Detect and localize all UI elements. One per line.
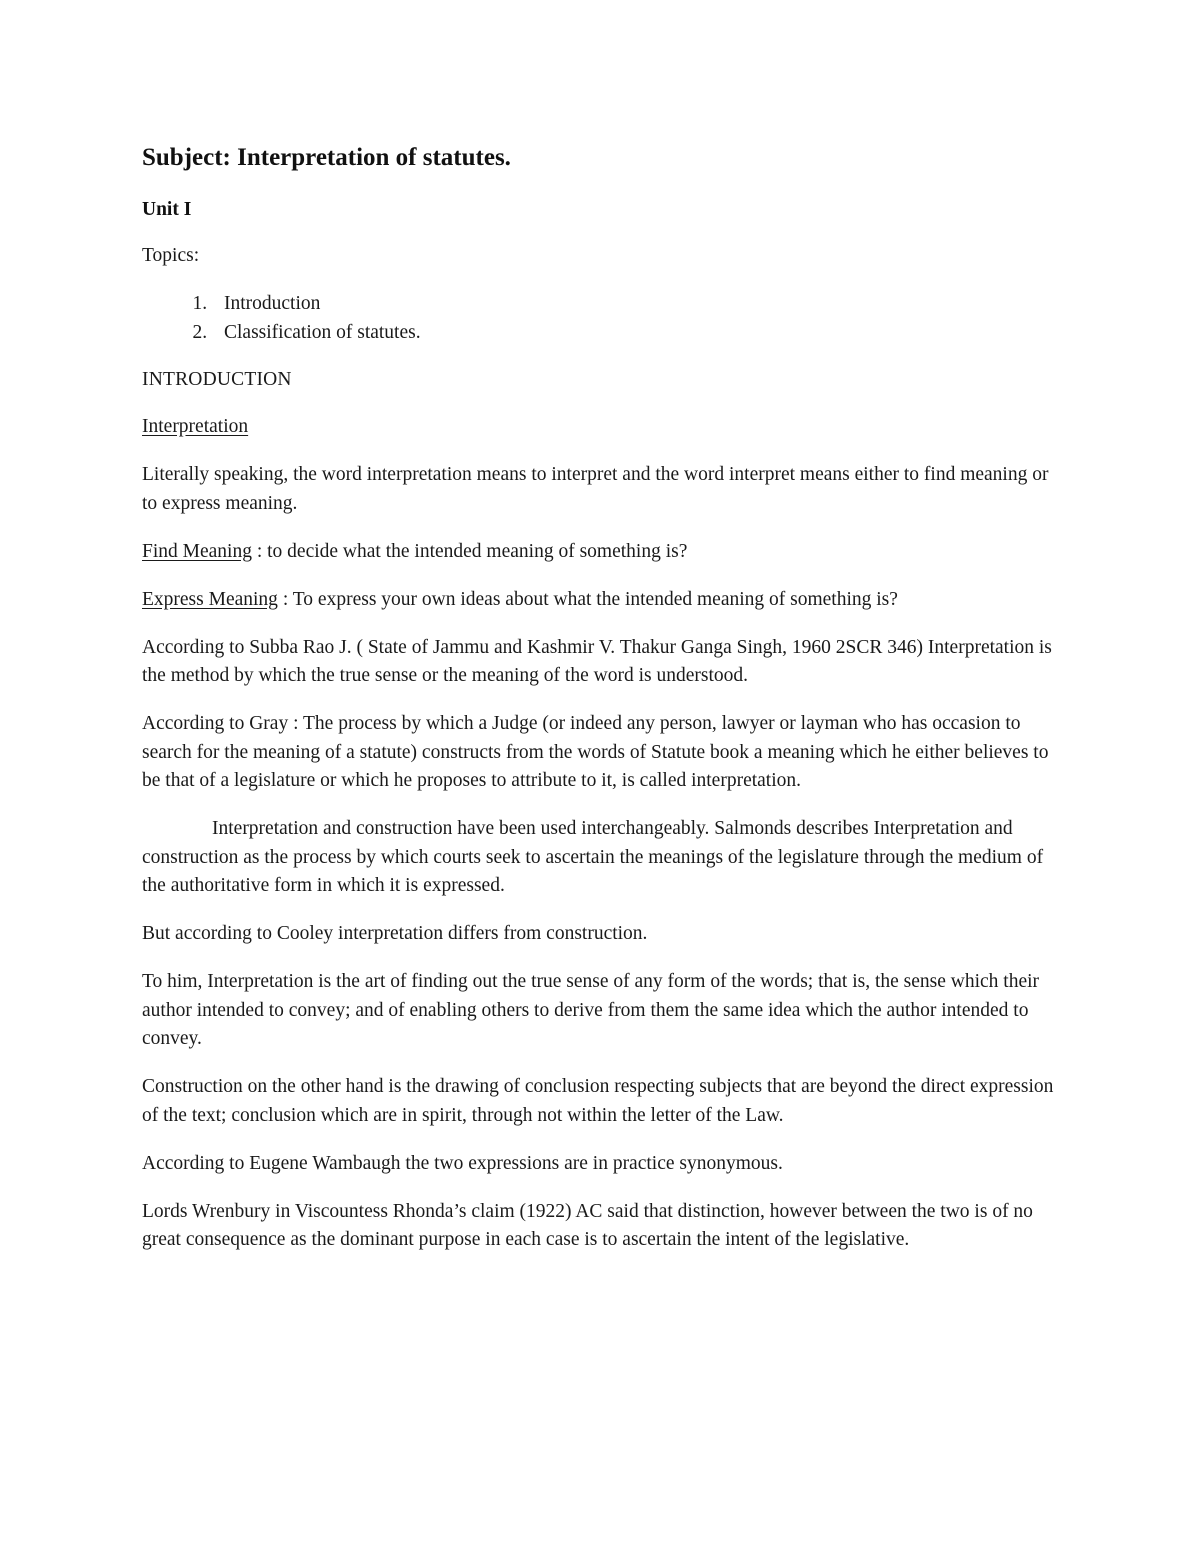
paragraph-subba-rao: According to Subba Rao J. ( State of Jammu and Kashmir V. Thakur Ganga Singh, 1960 2SCR 346) Interpretation is the method by which the true sense or the meaning of the word is understood. [142,636,1052,686]
section-heading: INTRODUCTION [142,368,292,390]
paragraph-construction: Construction on the other hand is the drawing of conclusion respecting subjects that are beyond the direct expression of the text; conclusion which are in spirit, through not within the letter of the Law. [142,1076,1054,1126]
paragraph-wrenbury: Lords Wrenbury in Viscountess Rhonda’s claim (1922) AC said that distinction, however between the two is of no great consequence as the dominant purpose in each case is to ascertain the intent of the legislative. [142,1200,1033,1250]
topics-label: Topics: [142,245,200,266]
document-title: Subject: Interpretation of statutes. [142,144,511,171]
topic-item: 2. Classification of statutes. [212,318,1062,347]
paragraph-express-meaning [142,586,1062,615]
express-meaning-definition: : To express your own ideas about what the intended meaning of something is? [277,588,898,610]
paragraph-literal-meaning: Literally speaking, the word interpretation means to interpret and the word interpret means either to find meaning or to express meaning. [142,464,1049,514]
unit-heading: Unit I [142,199,192,220]
express-meaning-term: Express Meaning [142,588,278,610]
paragraph-salmonds: Interpretation and construction have been used interchangeably. Salmonds describes Interpretation and construction as the process by which courts seek to ascertain the meanings of the legislature through the medium of the authoritative form in which it is expressed. [142,818,1044,896]
paragraph-cooley: But according to Cooley interpretation differs from construction. [142,923,648,944]
paragraph-wambaugh: According to Eugene Wambaugh the two expressions are in practice synonymous. [142,1152,783,1174]
paragraph-gray: According to Gray : The process by which a Judge (or indeed any person, lawyer or layman who has occasion to search for the meaning of a statute) constructs from the words of Statute book a meaning which he either believes to be that of a legislature or which he proposes to attribute to it, is called interpretation. [142,713,1049,791]
topics-list [142,289,1062,347]
subheading-interpretation: Interpretation [142,416,249,437]
document-page [142,140,1062,1274]
find-meaning-term: Find Meaning [142,540,252,562]
find-meaning-definition: : to decide what the intended meaning of something is? [251,540,688,562]
paragraph-to-him: To him, Interpretation is the art of finding out the true sense of any form of the words; that is, the sense which their author intended to convey; and of enabling others to derive from them the same idea which the author intended to convey. [142,971,1040,1049]
paragraph-find-meaning [142,538,1062,567]
topic-item: 1. Introduction [212,289,1062,318]
